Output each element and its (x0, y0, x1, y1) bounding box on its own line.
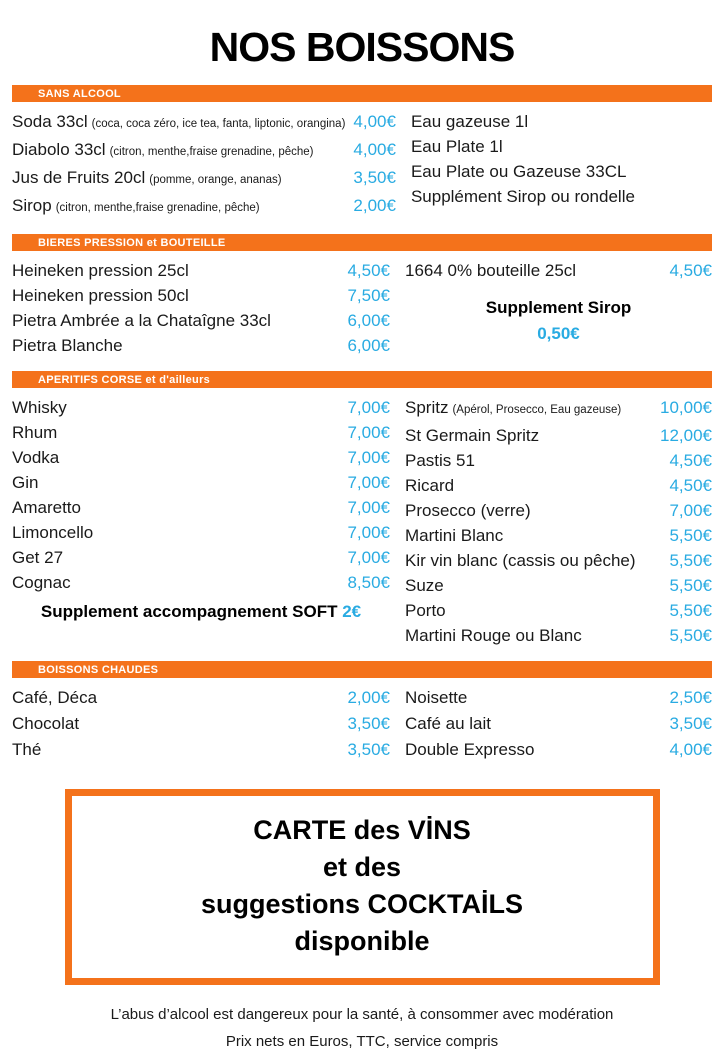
item-name: Pietra Ambrée a la Chataîgne 33cl (12, 311, 271, 330)
item-name: Limoncello (12, 523, 94, 542)
item-name: Kir vin blanc (cassis ou pêche) (405, 551, 636, 570)
aperitifs-left-column (12, 395, 390, 648)
menu-item-row (12, 283, 390, 308)
menu-item-row (405, 473, 712, 498)
item-price: 4,00€ (669, 740, 712, 759)
menu-item-row (12, 520, 390, 545)
item-name: Sirop (12, 196, 52, 215)
menu-item-row (12, 109, 396, 137)
menu-item-row (405, 685, 712, 711)
menu-item-row (405, 423, 712, 448)
item-detail: (Apérol, Prosecco, Eau gazeuse) (452, 404, 622, 416)
menu-item-row (12, 495, 390, 520)
soft-supplement-note (12, 602, 390, 622)
section-bieres (12, 234, 712, 358)
supplement-sirop-price: 0,50€ (537, 324, 580, 343)
item-name: Pastis 51 (405, 451, 475, 470)
chaudes-left-column (12, 685, 390, 763)
item-name: Rhum (12, 423, 58, 442)
item-price: 7,00€ (347, 498, 390, 517)
item-price: 12,00€ (660, 426, 712, 445)
item-name: Eau gazeuse 1l (410, 112, 529, 131)
menu-item-row (405, 737, 712, 763)
item-price: 7,00€ (347, 398, 390, 417)
section-header-label: SANS ALCOOL (38, 87, 121, 100)
item-price: 3,50€ (347, 714, 390, 733)
item-price: 4,50€ (669, 451, 712, 470)
item-price: 6,00€ (347, 336, 390, 355)
menu-item-row (405, 548, 712, 573)
item-price: 3,50€ (353, 168, 396, 187)
item-detail: (citron, menthe,fraise grenadine, pêche) (109, 146, 314, 158)
item-price: 2,00€ (347, 688, 390, 707)
supplement-sirop-label: Supplement Sirop (485, 298, 632, 317)
menu-item-row (405, 623, 712, 648)
item-price: 5,50€ (669, 576, 712, 595)
item-name: 1664 0% bouteille 25cl (405, 261, 577, 280)
menu-item-row (12, 333, 390, 358)
section-header-label: BOISSONS CHAUDES (38, 663, 159, 676)
item-name: Spritz (405, 398, 449, 417)
item-name: Pietra Blanche (12, 336, 123, 355)
section-header-boissons-chaudes (12, 661, 712, 678)
menu-item-row (405, 523, 712, 548)
sans-alcool-right-column (411, 109, 712, 221)
menu-item-row (405, 395, 712, 423)
menu-item-row (405, 573, 712, 598)
section-header-label: BIERES PRESSION et BOUTEILLE (38, 236, 226, 249)
item-price: 4,00€ (353, 140, 396, 159)
menu-item-row (12, 570, 390, 595)
item-name: Eau Plate ou Gazeuse 33CL (410, 162, 627, 181)
item-price: 2,00€ (353, 196, 396, 215)
menu-item-row (12, 308, 390, 333)
page-title: NOS BOISSONS (209, 24, 515, 70)
menu-item-row (12, 137, 396, 165)
item-name: Ricard (405, 476, 455, 495)
menu-item-row (12, 685, 390, 711)
menu-item-row (405, 498, 712, 523)
vins-box-line: CARTE des VİNS (253, 815, 471, 845)
menu-item-row (411, 134, 712, 159)
item-name: Double Expresso (405, 740, 535, 759)
item-name: Café au lait (405, 714, 491, 733)
item-price: 5,50€ (669, 526, 712, 545)
item-name: Chocolat (12, 714, 80, 733)
item-price: 3,50€ (347, 740, 390, 759)
item-name: Whisky (12, 398, 67, 417)
item-name: Suze (405, 576, 444, 595)
item-name: Supplément Sirop ou rondelle (410, 187, 635, 206)
item-name: Get 27 (12, 548, 64, 567)
menu-item-row (12, 711, 390, 737)
supplement-sirop-block (405, 295, 712, 347)
section-header-aperitifs (12, 371, 712, 388)
menu-item-row (411, 109, 712, 134)
item-price: 8,50€ (347, 573, 390, 592)
menu-item-row (411, 159, 712, 184)
menu-item-row (12, 193, 396, 221)
item-name: Noisette (405, 688, 468, 707)
item-price: 7,00€ (347, 448, 390, 467)
soft-supplement-price: 2€ (342, 602, 362, 621)
item-detail: (citron, menthe,fraise grenadine, pêche) (55, 202, 260, 214)
section-header-label: APERITIFS CORSE et d'ailleurs (38, 373, 211, 386)
menu-item-row (411, 184, 712, 209)
item-detail: (pomme, orange, ananas) (149, 174, 282, 186)
item-name: Prosecco (verre) (405, 501, 531, 520)
item-name: Cognac (12, 573, 71, 592)
item-price: 4,50€ (669, 261, 712, 280)
item-price: 10,00€ (660, 398, 712, 417)
item-name: Diabolo 33cl (12, 140, 106, 159)
footer (12, 1001, 712, 1055)
soft-supplement-label: Supplement accompagnement SOFT (40, 602, 338, 621)
item-price: 5,50€ (669, 601, 712, 620)
vins-box-line: disponible (294, 926, 430, 956)
item-price: 7,00€ (347, 548, 390, 567)
item-name: Jus de Fruits 20cl (12, 168, 146, 187)
menu-item-row (12, 420, 390, 445)
menu-item-row (12, 470, 390, 495)
item-name: Martini Blanc (405, 526, 504, 545)
item-name: Heineken pression 25cl (12, 261, 189, 280)
menu-item-row (12, 737, 390, 763)
item-price: 7,00€ (347, 523, 390, 542)
item-price: 4,50€ (347, 261, 390, 280)
menu-item-row (405, 448, 712, 473)
section-header-sans-alcool (12, 85, 712, 102)
item-name: St Germain Spritz (405, 426, 540, 445)
item-price: 7,00€ (669, 501, 712, 520)
section-boissons-chaudes (12, 661, 712, 763)
item-price: 4,00€ (353, 112, 396, 131)
item-price: 6,00€ (347, 311, 390, 330)
menu-item-row (12, 165, 396, 193)
vins-box-line: suggestions COCKTAİLS (200, 889, 523, 919)
item-price: 7,00€ (347, 423, 390, 442)
menu-item-row (405, 711, 712, 737)
menu-item-row (12, 445, 390, 470)
item-name: Thé (12, 740, 42, 759)
item-price: 7,00€ (347, 473, 390, 492)
item-price: 7,50€ (347, 286, 390, 305)
item-detail: (coca, coca zéro, ice tea, fanta, liptonic, orangina) (91, 118, 346, 130)
menu-item-row (405, 598, 712, 623)
footer-line-prices-note: Prix nets en Euros, TTC, service compris (225, 1033, 499, 1050)
menu-item-row (12, 395, 390, 420)
item-price: 5,50€ (669, 626, 712, 645)
bieres-right-column (405, 258, 712, 358)
section-aperitifs (12, 371, 712, 648)
footer-line-alcohol-warning: L’abus d’alcool est dangereux pour la santé, à consommer avec modération (110, 1006, 614, 1023)
item-name: Café, Déca (12, 688, 98, 707)
menu-item-row (12, 545, 390, 570)
item-price: 2,50€ (669, 688, 712, 707)
item-name: Martini Rouge ou Blanc (405, 626, 582, 645)
item-name: Vodka (12, 448, 60, 467)
aperitifs-right-column (405, 395, 712, 648)
menu-item-row (12, 258, 390, 283)
item-name: Heineken pression 50cl (12, 286, 189, 305)
carte-des-vins-box (65, 789, 660, 985)
item-name: Gin (12, 473, 39, 492)
item-name: Amaretto (12, 498, 81, 517)
item-name: Eau Plate 1l (410, 137, 503, 156)
bieres-left-column (12, 258, 390, 358)
item-price: 3,50€ (669, 714, 712, 733)
section-header-bieres (12, 234, 712, 251)
item-price: 5,50€ (669, 551, 712, 570)
chaudes-right-column (405, 685, 712, 763)
item-price: 4,50€ (669, 476, 712, 495)
menu-item-row (405, 258, 712, 283)
item-name: Porto (405, 601, 446, 620)
sans-alcool-left-column (12, 109, 396, 221)
vins-box-line: et des (322, 852, 402, 882)
section-sans-alcool (12, 85, 712, 221)
item-name: Soda 33cl (12, 112, 88, 131)
